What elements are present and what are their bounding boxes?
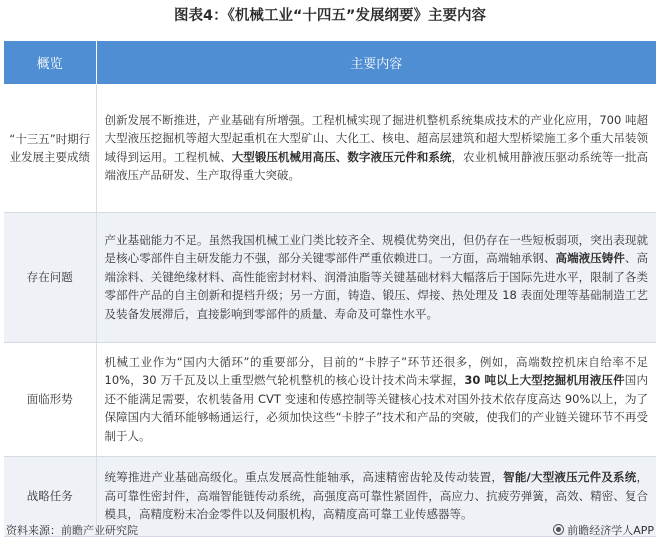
category-line: 战略任务 bbox=[26, 489, 73, 503]
table-row bbox=[4, 212, 656, 342]
content-segment: 国内还不能满足需要，农机装备用 CVT 变速和传感控制等关键核心技术对国外技术依存度高达 90%以上，为了保障国内大循环能够畅通运行，必须加快这些“卡脖子”技术和产品的突破，使我们的产业链关键环节不再受制于人。 bbox=[104, 373, 648, 443]
content-highlight: 高端液压铸件 bbox=[555, 251, 625, 266]
content-highlight: 大型锻压机械用高压、数字液压元件和系统 bbox=[231, 149, 452, 164]
content-segment: ，农业机械用静液压驱动系统等一批高端液压产品研发、生产取得重大突破。 bbox=[104, 149, 649, 183]
category-line: 面临形势 bbox=[26, 392, 73, 406]
source-note: 资料来源：前瞻产业研究院 bbox=[6, 524, 138, 537]
qianzhan-logo-icon bbox=[553, 524, 564, 535]
brand-name: 前瞻经济学人APP bbox=[567, 524, 654, 537]
row-content bbox=[96, 342, 656, 456]
table-row bbox=[4, 84, 656, 212]
page-title: 图表4：《机械工业“十四五”发展纲要》主要内容 bbox=[174, 8, 486, 24]
content-segment: 创新发展不断推进，产业基础有所增强。工程机械实现了掘进机整机系统集成技术的产业化应用，700 吨超大型液压挖掘机等超大型起重机在大型矿山、大化工、核电、超高层建筑和超大型桥梁施工多个重大吊装领域得到运用。工程机械、 bbox=[104, 112, 648, 164]
table-header-row bbox=[4, 41, 656, 84]
content-segment: 产业基础能力不足。虽然我国机械工业门类比较齐全、规模优势突出，但仍存在一些短板弱项，突出表现就是核心零部件自主研发能力不强，部分关键零部件严重依赖进口。一方面，高端轴承钢、 bbox=[104, 232, 648, 266]
brand-credit bbox=[553, 522, 654, 538]
row-category bbox=[4, 212, 96, 342]
category-line: 存在问题 bbox=[26, 270, 73, 284]
category-line: 业发展主要成绩 bbox=[9, 149, 90, 164]
content-highlight: 智能/大型液压元件及系统 bbox=[503, 470, 637, 485]
row-category bbox=[4, 84, 96, 212]
content-table bbox=[4, 41, 656, 537]
content-segment: ，高可靠性密封件，高端智能链传动系统，高强度高可靠性紧固件，高应力、抗疲劳弹簧，高效、精密、复合模具，高精度粉末冶金零件以及伺服机构，高精度高可靠工业传感器等。 bbox=[104, 470, 648, 522]
category-line: “十三五”时期行 bbox=[9, 131, 91, 146]
row-category bbox=[4, 342, 96, 456]
content-segment: 统筹推进产业基础高级化。重点发展高性能轴承，高速精密齿轮及传动装置， bbox=[104, 470, 504, 485]
row-content bbox=[96, 212, 656, 342]
content-highlight: 30 吨以上大型挖掘机用液压件 bbox=[464, 373, 625, 388]
header-overview: 概览 bbox=[4, 41, 96, 84]
content-segment: 、高端涂料、关键绝缘材料、高性能密封材料、润滑油脂等关键基础材料大幅落后于国际先进水平，限制了各类零部件产品的自主创新和提档升级；另一方面，铸造、锻压、焊接、热处理及 18 表面处理等基础制造工艺及装备发展滞后，直接影响到零部件的质量、寿命及可靠性水平。 bbox=[104, 251, 649, 321]
table-row bbox=[4, 342, 656, 456]
header-main-content: 主要内容 bbox=[96, 41, 656, 84]
content-segment: 机械工业作为“国内大循环”的重要部分，目前的“卡脖子”环节还很多，例如，高端数控机床自给率不足 10%，30 万千瓦及以上重型燃气轮机整机的核心设计技术尚未掌握， bbox=[104, 354, 648, 388]
row-content bbox=[96, 84, 656, 212]
